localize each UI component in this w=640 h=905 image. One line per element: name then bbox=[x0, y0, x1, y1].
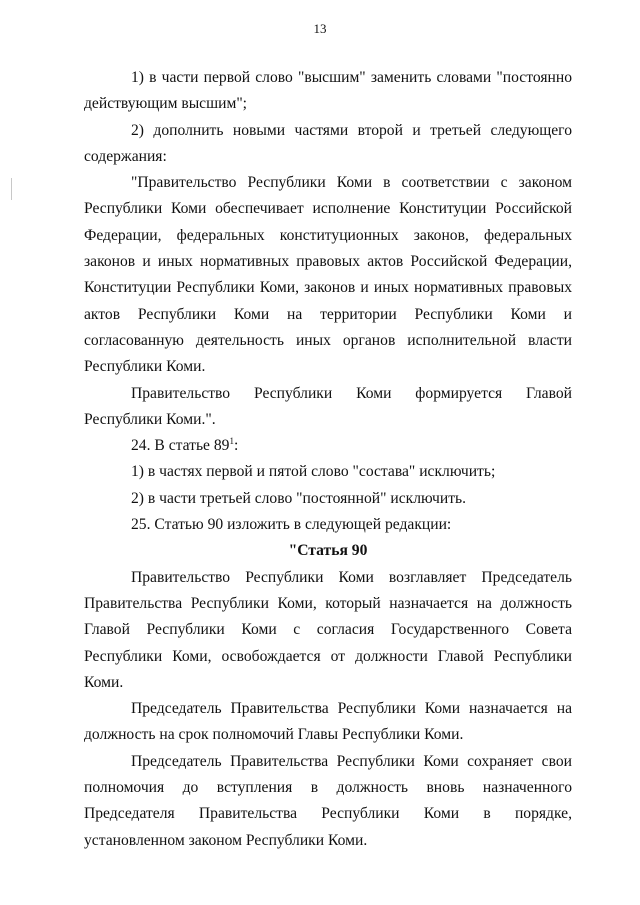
paragraph-item-25: 25. Статью 90 изложить в следующей редакции: bbox=[131, 516, 452, 534]
item-24-superscript: 1 bbox=[229, 436, 234, 447]
paragraph-article-90-part-1: Правительство Республики Коми возглавляет Председатель Правительства Республики Коми, который назначается на должность Главой Республики Коми с согласия Государственного Совета Республики Коми, освобождается от должности Главой Республики Коми. bbox=[84, 568, 572, 691]
item-24-text: 24. В статье 89 bbox=[131, 437, 230, 455]
paragraph-article-90-part-2: Председатель Правительства Республики Коми назначается на должность на срок полномочий Главы Республики Коми. bbox=[84, 700, 572, 744]
margin-mark bbox=[11, 178, 12, 200]
paragraph-amendment-1: 1) в части первой слово "высшим" заменить словами "постоянно действующим высшим"; bbox=[84, 69, 572, 113]
paragraph-amendment-2: 2) дополнить новыми частями второй и третьей следующего содержания: bbox=[84, 121, 572, 165]
item-24-colon: : bbox=[233, 437, 239, 455]
paragraph-article-90-part-3: Председатель Правительства Республики Коми сохраняет свои полномочия до вступления в должность вновь назначенного Председателя Правительства Республики Коми в порядке, установленном законом Республики Коми. bbox=[84, 752, 572, 849]
page-number: 13 bbox=[313, 21, 327, 36]
article-90-heading: "Статья 90 bbox=[288, 542, 368, 560]
paragraph-item-24 bbox=[84, 433, 572, 459]
paragraph-quoted-government-formation: Правительство Республики Коми формируется Главой Республики Коми.". bbox=[84, 384, 572, 428]
document-body bbox=[84, 65, 572, 854]
paragraph-quoted-government-duties: "Правительство Республики Коми в соответствии с законом Республики Коми обеспечивает исполнение Конституции Российской Федерации, федеральных конституционных законов, федеральных законов и иных нормативных правовых актов Российской Федерации, Конституции Республики Коми, законов и иных нормативных правовых актов Республики Коми на территории Республики Коми и согласованную деятельность иных органов исполнительной власти Республики Коми. bbox=[84, 174, 572, 376]
paragraph-item-24-sub-1: 1) в частях первой и пятой слово "состава" исключить; bbox=[131, 463, 496, 481]
paragraph-item-24-sub-2: 2) в части третьей слово "постоянной" исключить. bbox=[131, 489, 467, 507]
